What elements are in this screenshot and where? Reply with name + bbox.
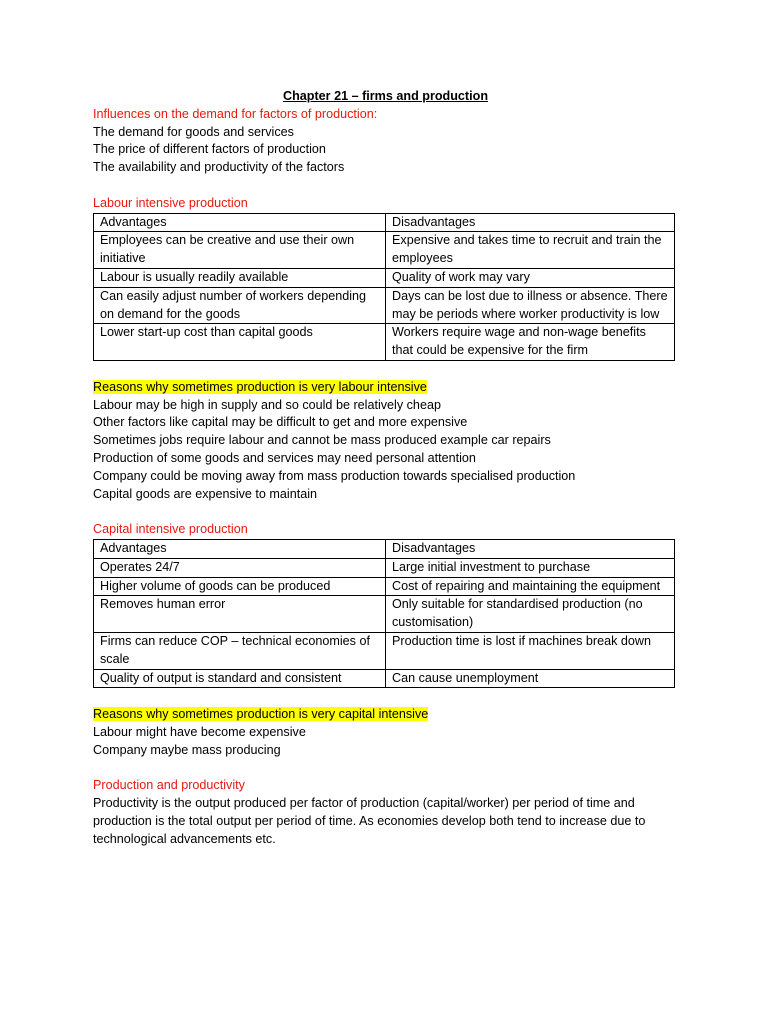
header-advantages: Advantages [94, 539, 386, 558]
table-row [94, 577, 675, 596]
header-disadvantages: Disadvantages [386, 539, 675, 558]
table-header-row [94, 213, 675, 232]
list-item: Company maybe mass producing [93, 742, 281, 757]
list-item: Sometimes jobs require labour and cannot be mass produced example car repairs [93, 433, 551, 448]
table-row [94, 596, 675, 633]
header-advantages: Advantages [94, 213, 386, 232]
disadvantage-cell: Large initial investment to purchase [386, 558, 675, 577]
labour-reasons-heading: Reasons why sometimes production is very labour intensive [93, 379, 427, 394]
list-item: Labour might have become expensive [93, 724, 306, 739]
table-row [94, 287, 675, 324]
advantage-cell: Lower start-up cost than capital goods [94, 324, 386, 361]
list-item: The price of different factors of production [93, 142, 326, 157]
productivity-heading: Production and productivity [93, 778, 245, 793]
disadvantage-cell: Workers require wage and non-wage benefits that could be expensive for the firm [386, 324, 675, 361]
disadvantage-cell: Expensive and takes time to recruit and train the employees [386, 232, 675, 269]
disadvantage-cell: Only suitable for standardised production (no customisation) [386, 596, 675, 633]
capital-intensive-table [93, 539, 675, 688]
page-title: Chapter 21 – firms and production [282, 89, 489, 103]
list-item: Company could be moving away from mass production towards specialised production [93, 468, 576, 483]
advantage-cell: Firms can reduce COP – technical economies of scale [94, 632, 386, 669]
capital-intensive-heading: Capital intensive production [93, 522, 248, 537]
disadvantage-cell: Production time is lost if machines break down [386, 632, 675, 669]
advantage-cell: Removes human error [94, 596, 386, 633]
table-row [94, 669, 675, 688]
disadvantage-cell: Cost of repairing and maintaining the equipment [386, 577, 675, 596]
list-item: Production of some goods and services may need personal attention [93, 450, 476, 465]
advantage-cell: Can easily adjust number of workers depending on demand for the goods [94, 287, 386, 324]
capital-reasons-heading: Reasons why sometimes production is very capital intensive [93, 707, 429, 722]
table-row [94, 232, 675, 269]
influences-heading: Influences on the demand for factors of production: [93, 106, 378, 121]
list-item: Labour may be high in supply and so could be relatively cheap [93, 397, 441, 412]
productivity-paragraph: Productivity is the output produced per factor of production (capital/worker) per period of time and production is the total output per period of time. As economies develop both tend to increase due to technological advancements etc. [93, 796, 646, 846]
disadvantage-cell: Can cause unemployment [386, 669, 675, 688]
table-row [94, 324, 675, 361]
disadvantage-cell: Days can be lost due to illness or absence. There may be periods where worker productivity is low [386, 287, 675, 324]
list-item: Capital goods are expensive to maintain [93, 486, 318, 501]
advantage-cell: Higher volume of goods can be produced [94, 577, 386, 596]
list-item: Other factors like capital may be difficult to get and more expensive [93, 415, 468, 430]
document-page [93, 88, 678, 848]
labour-intensive-table [93, 213, 675, 361]
table-row [94, 268, 675, 287]
advantage-cell: Labour is usually readily available [94, 268, 386, 287]
disadvantage-cell: Quality of work may vary [386, 268, 675, 287]
list-item: The availability and productivity of the factors [93, 160, 345, 175]
list-item: The demand for goods and services [93, 124, 294, 139]
table-row [94, 558, 675, 577]
advantage-cell: Operates 24/7 [94, 558, 386, 577]
labour-intensive-heading: Labour intensive production [93, 195, 248, 210]
advantage-cell: Employees can be creative and use their own initiative [94, 232, 386, 269]
header-disadvantages: Disadvantages [386, 213, 675, 232]
table-row [94, 632, 675, 669]
table-header-row [94, 539, 675, 558]
advantage-cell: Quality of output is standard and consistent [94, 669, 386, 688]
